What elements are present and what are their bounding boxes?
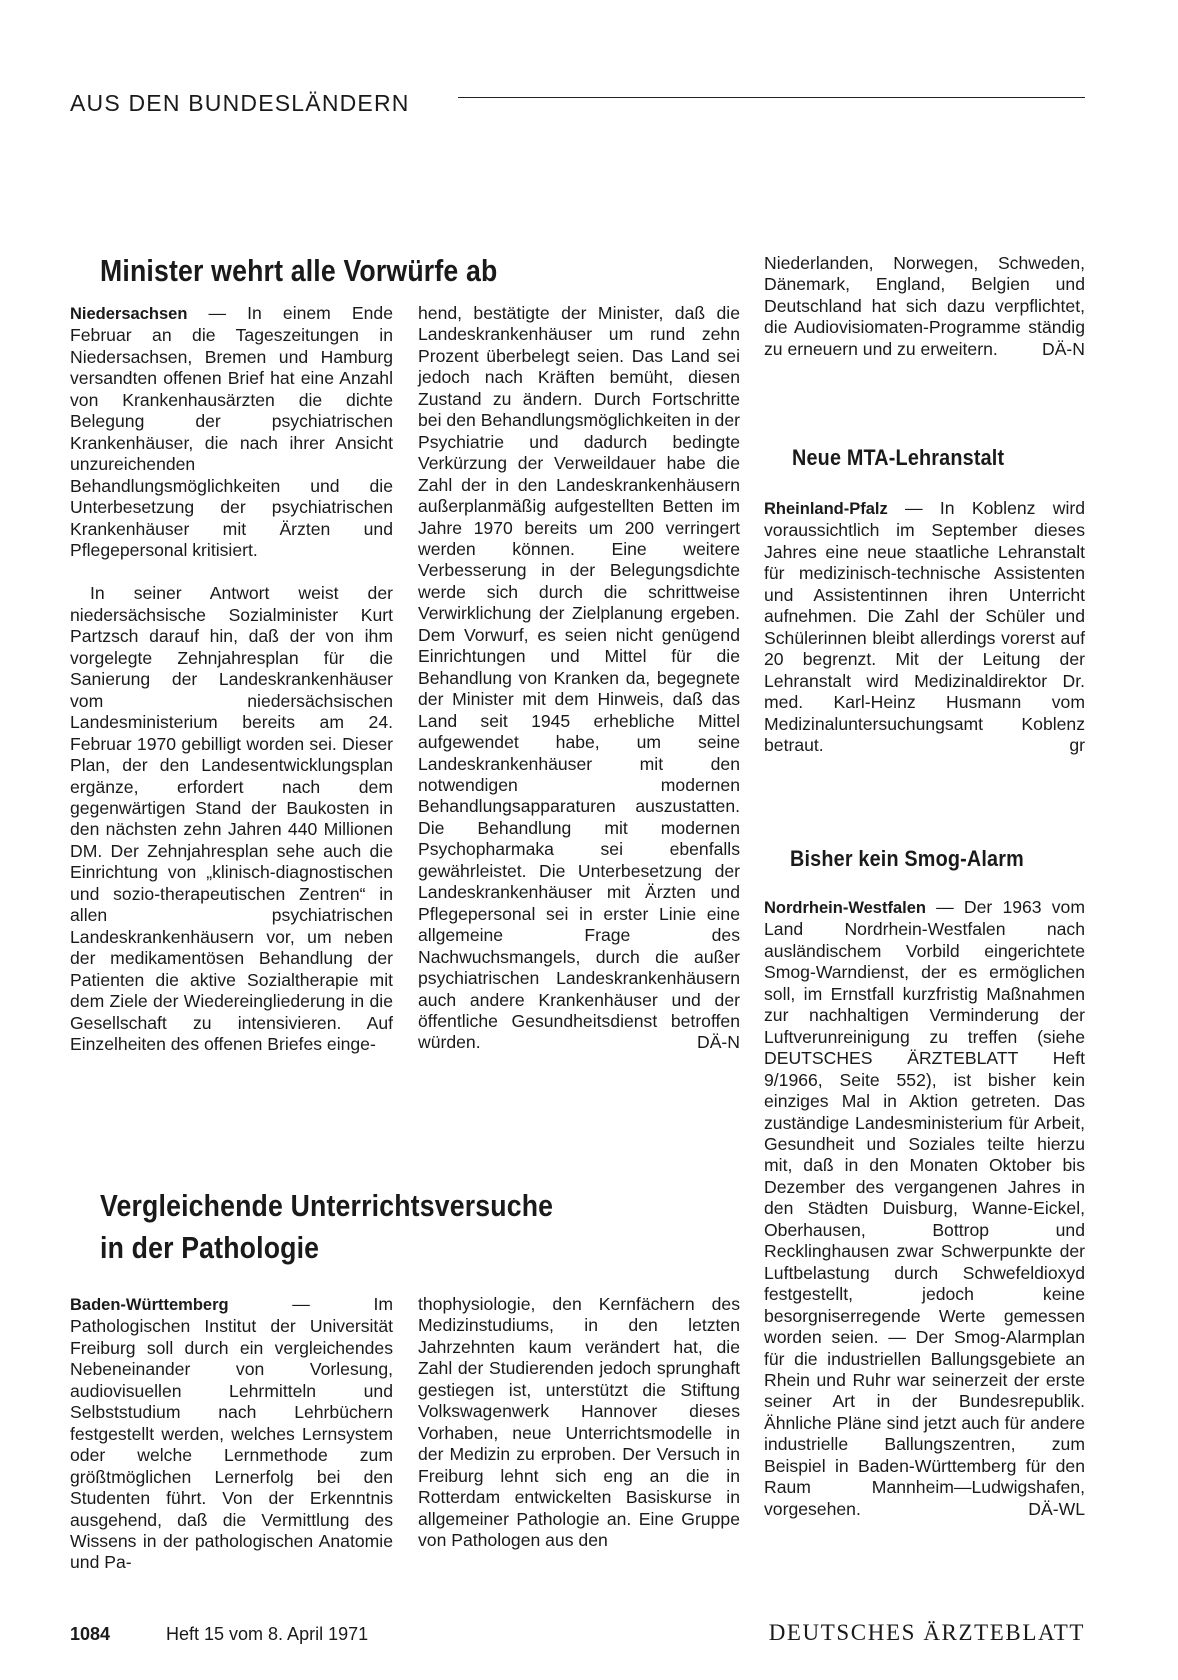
- footer-journal: DEUTSCHES ÄRZTEBLATT: [768, 1620, 1085, 1645]
- smog-text: Der 1963 vom Land Nordrhein-Westfalen nach ausländischem Vorbild eingerichtete Smog-Warndienst, der es ermöglichen soll, im Ernstfall kurzfristig Maßnahmen zur nachhaltigen Verminderung der Luftverunreinigung zu treffen (siehe DEUTSCHES ÄRZTEBLATT Heft 9/1966, Seite 552), ist bisher kein einziges Mal in Aktion getreten. Das zuständige Landesministerium für Arbeit, Gesundheit und Soziales teilte hierzu mit, daß in den Monaten Oktober bis Dezember des vergangenen Jahres in den Städten Duisburg, Wanne-Eickel, Oberhausen, Bottrop und Recklinghausen zwar Schwerpunkte der Luftbelastung durch Schwefeldioxyd festgestellt, jedoch keine besorgniserregende Werte gemessen worden seien. — Der Smog-Alarmplan für die industriellen Ballungsgebiete an Rhein und Ruhr war seinerzeit der erste seiner Art in der Bundesrepublik. Ähnliche Pläne sind jetzt auch für andere industrielle Ballungszentren, zum Beispiel in Baden-Württemberg für den Raum Mannheim—Ludwigshafen, vorgesehen.: [764, 897, 1085, 1519]
- smog-region: Nordrhein-Westfalen: [764, 899, 926, 917]
- smog-signature: DÄ-WL: [1028, 1498, 1085, 1519]
- article2-headline-line1: Vergleichende Unterrichtsversuche: [100, 1188, 554, 1223]
- top-right-column: [764, 253, 1085, 360]
- article2-column1: [70, 1294, 393, 1574]
- mta-column: [764, 498, 1085, 756]
- article1-paragraph1: Niedersachsen — In einem Ende Februar an die Tageszeitungen in Niedersachsen, Bremen und Hamburg versandten offenen Brief hat eine Anzahl von Krankenhausärzten die dichte Belegung der psychiatrischen Krankenhäuser, die nach ihrer Ansicht unzureichenden Behandlungsmöglichkeiten und die Unterbesetzung der psychiatrischen Krankenhäuser mit Ärzten und Pflegepersonal kritisiert.: [70, 303, 393, 560]
- smog-headline: Bisher kein Smog-Alarm: [790, 846, 1024, 871]
- top-right-signature: DÄ-N: [1041, 338, 1085, 359]
- article1-text1: In einem Ende Februar an die Tageszeitungen in Niedersachsen, Bremen und Hamburg versandten offenen Brief hat eine Anzahl von Krankenhausärzten die dichte Belegung der psychiatrischen Krankenhäuser, die nach ihrer Ansicht unzureichenden Behandlungsmöglichkeiten und die Unterbesetzung der psychiatrischen Krankenhäuser mit Ärzten und Pflegepersonal kritisiert.: [70, 303, 393, 560]
- top-right-paragraph: [764, 253, 1085, 360]
- article2-headline-line2: in der Pathologie: [100, 1230, 320, 1265]
- article2-region: Baden-Württemberg: [70, 1296, 229, 1314]
- article2-paragraph2: thophysiologie, den Kernfächern des Medizinstudiums, in den letzten Jahrzehnten kaum verändert hat, die Zahl der Studierenden jedoch sprunghaft gestiegen ist, unterstützt die Stiftung Volkswagenwerk Hannover dieses Vorhaben, neue Unterrichtsmodelle in der Medizin zu erproben. Der Versuch in Freiburg lehnt sich eng an die in Rotterdam entwickelten Basiskurse in allgemeiner Pathologie an. Eine Gruppe von Pathologen aus den: [418, 1294, 740, 1550]
- footer-issue: Heft 15 vom 8. April 1971: [166, 1624, 369, 1644]
- header-rule: [458, 97, 1085, 98]
- article2-text1: Im Pathologischen Institut der Universität Freiburg soll durch ein vergleichendes Nebeneinander von Vorlesung, audiovisuellen Lehrmitteln und Selbststudium nach Lehrbüchern festgestellt werden, welches Lernsystem oder welche Lernmethode zum größtmöglichen Lernerfolg bei den Studenten führt. Von der Erkenntnis ausgehend, daß die Vermittlung des Wissens in der pathologischen Anatomie und Pa-: [70, 1294, 393, 1573]
- article2-paragraph1: Baden-Württemberg — Im Pathologischen Institut der Universität Freiburg soll durch ein vergleichendes Nebeneinander von Vorlesung, audiovisuellen Lehrmitteln und Selbststudium nach Lehrbüchern festgestellt werden, welches Lernsystem oder welche Lernmethode zum größtmöglichen Lernerfolg bei den Studenten führt. Von der Erkenntnis ausgehend, daß die Vermittlung des Wissens in der pathologischen Anatomie und Pa-: [70, 1294, 393, 1573]
- article1-signature: DÄ-N: [696, 1032, 740, 1053]
- article2-column2: [418, 1294, 740, 1551]
- smog-paragraph: Nordrhein-Westfalen — Der 1963 vom Land Nordrhein-Westfalen nach ausländischem Vorbild eingerichtete Smog-Warndienst, der es ermöglichen soll, im Ernstfall kurzfristig Maßnahmen zur nachhaltigen Verminderung der Luftverunreinigung zu treffen (siehe DEUTSCHES ÄRZTEBLATT Heft 9/1966, Seite 552), ist bisher kein einziges Mal in Aktion getreten. Das zuständige Landesministerium für Arbeit, Gesundheit und Soziales teilte hierzu mit, daß in den Monaten Oktober bis Dezember des vergangenen Jahres in den Städten Duisburg, Wanne-Eickel, Oberhausen, Bottrop und Recklinghausen zwar Schwerpunkte der Luftbelastung durch Schwefeldioxyd festgestellt, jedoch keine besorgniserregende Werte gemessen worden seien. — Der Smog-Alarmplan für die industriellen Ballungsgebiete an Rhein und Ruhr war seinerzeit der erste seiner Art in der Bundesrepublik. Ähnliche Pläne sind jetzt auch für andere industrielle Ballungszentren, zum Beispiel in Baden-Württemberg für den Raum Mannheim—Ludwigshafen, vorgesehen. DÄ-WL: [764, 897, 1085, 1519]
- mta-region: Rheinland-Pfalz: [764, 500, 888, 518]
- top-right-text: Niederlanden, Norwegen, Schweden, Dänemark, England, Belgien und Deutschland hat sich dazu verpflichtet, die Audiovisiomaten-Programme ständig zu erneuern und zu erweitern.: [764, 253, 1085, 359]
- mta-text: In Koblenz wird voraussichtlich im September dieses Jahres eine neue staatliche Lehranstalt für medizinisch-technische Assistenten und Assistentinnen ihren Unterricht aufnehmen. Die Zahl der Schüler und Schülerinnen bleibt allerdings vorerst auf 20 begrenzt. Mit der Leitung der Lehranstalt wird Medizinaldirektor Dr. med. Karl-Heinz Husmann vom Medizinaluntersuchungsamt Koblenz betraut.: [764, 498, 1085, 755]
- mta-headline: Neue MTA-Lehranstalt: [792, 445, 1005, 470]
- footer-page-number: 1084: [70, 1624, 111, 1644]
- article1-column1: [70, 303, 393, 1055]
- section-header: AUS DEN BUNDESLÄNDERN: [70, 90, 410, 116]
- article1-paragraph2: In seiner Antwort weist der niedersächsische Sozialminister Kurt Partzsch darauf hin, daß der von ihm vorgelegte Zehnjahresplan für die Sanierung der Landeskrankenhäuser vom niedersächsischen Landesministerium bereits am 24. Februar 1970 gebilligt worden sei. Dieser Plan, der den Landesentwicklungsplan ergänze, erfordert nach dem gegenwärtigen Stand der Baukosten in den nächsten zehn Jahren 440 Millionen DM. Der Zehnjahresplan sehe auch die Einrichtung von „klinisch-diagnostischen und sozio-therapeutischen Zentren“ in allen psychiatrischen Landeskrankenhäusern vor, um neben der medikamentösen Behandlung der Patienten die aktive Sozialtherapie mit dem Ziele der Wiedereingliederung in die Gesellschaft zu intensivieren. Auf Einzelheiten des offenen Briefes einge-: [70, 583, 393, 1054]
- article1-paragraph3: [418, 303, 740, 1054]
- mta-paragraph: Rheinland-Pfalz — In Koblenz wird voraussichtlich im September dieses Jahres eine neue staatliche Lehranstalt für medizinisch-technische Assistenten und Assistentinnen ihren Unterricht aufnehmen. Die Zahl der Schüler und Schülerinnen bleibt allerdings vorerst auf 20 begrenzt. Mit der Leitung der Lehranstalt wird Medizinaldirektor Dr. med. Karl-Heinz Husmann vom Medizinaluntersuchungsamt Koblenz betraut. gr: [764, 498, 1085, 755]
- smog-column: [764, 897, 1085, 1520]
- article1-headline: Minister wehrt alle Vorwürfe ab: [100, 253, 498, 288]
- mta-signature: gr: [1069, 734, 1085, 755]
- article1-column2: [418, 303, 740, 1054]
- article1-region: Niedersachsen: [70, 305, 188, 323]
- article1-text2: hend, bestätigte der Minister, daß die Landeskrankenhäuser um rund zehn Prozent überbelegt seien. Das Land sei jedoch nach Kräften bemüht, diesen Zustand zu ändern. Durch Fortschritte bei den Behandlungsmöglichkeiten in der Psychiatrie und dadurch bedingte Verkürzung der Verweildauer habe die Zahl der in den Landeskrankenhäusern außerplanmäßig aufgestellten Betten im Jahre 1970 bereits um 200 verringert werden können. Eine weitere Verbesserung in der Belegungsdichte werde sich durch die schrittweise Verwirklichung der Zielplanung ergeben. Dem Vorwurf, es seien nicht genügend Einrichtungen und Mittel für die Behandlung von Kranken da, begegnete der Minister mit dem Hinweis, daß das Land seit 1945 erhebliche Mittel aufgewendet habe, um seine Landeskrankenhäuser mit den notwendigen modernen Behandlungsapparaturen auszustatten. Die Behandlung mit modernen Psychopharmaka sei ebenfalls gewährleistet. Die Unterbesetzung der Landeskrankenhäuser mit Ärzten und Pflegepersonal sei in erster Linie eine allgemeine Frage des Nachwuchsmangels, durch die außer psychiatrischen Landeskrankenhäusern auch andere Krankenhäuser und der öffentliche Gesundheitsdienst betroffen würden.: [418, 303, 740, 1053]
